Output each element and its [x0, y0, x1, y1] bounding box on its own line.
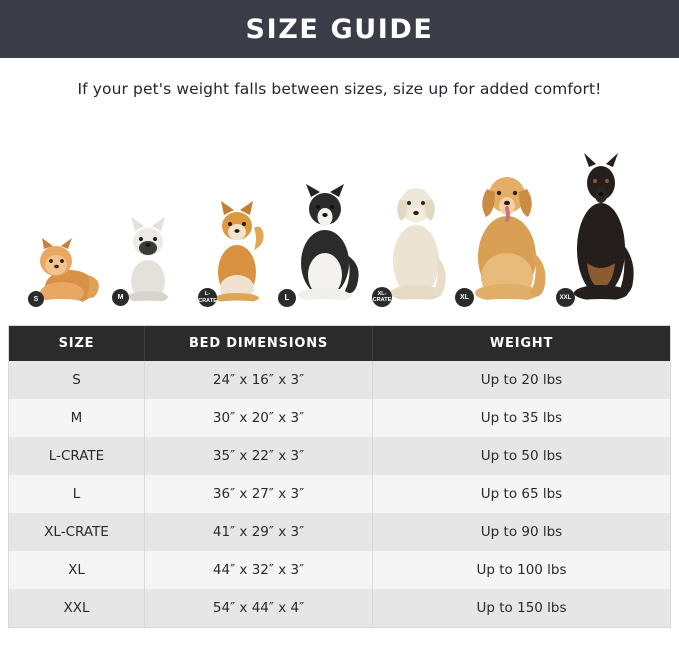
table-row: [9, 513, 670, 551]
dog-figure-doberman: [559, 153, 640, 305]
table-row: [9, 475, 670, 513]
cell-size: XL-CRATE: [9, 513, 145, 551]
dog-size-illustrations: [8, 120, 671, 315]
cell-size: XXL: [9, 589, 145, 627]
cell-size: L-CRATE: [9, 437, 145, 475]
dog-size-badge: L-CRATE: [198, 288, 217, 307]
golden-retriever-icon: [460, 165, 550, 305]
french-bulldog-icon: [118, 215, 178, 305]
dog-figure-golden-retriever: [460, 165, 550, 305]
cell-weight: Up to 35 lbs: [373, 399, 670, 437]
table-row: [9, 551, 670, 589]
size-chart-table-container: [8, 325, 671, 628]
column-header-bed-dimensions: BED DIMENSIONS: [145, 326, 373, 361]
cell-dimensions: 41″ x 29″ x 3″: [145, 513, 373, 551]
table-header: [9, 326, 670, 361]
subtitle-container: [0, 58, 679, 120]
cell-weight: Up to 50 lbs: [373, 437, 670, 475]
cell-dimensions: 35″ x 22″ x 3″: [145, 437, 373, 475]
table-header-row: [9, 326, 670, 361]
cell-weight: Up to 90 lbs: [373, 513, 670, 551]
dog-figure-french-bulldog: [118, 215, 178, 305]
column-header-weight: WEIGHT: [373, 326, 670, 361]
dog-figure-shiba-inu: [198, 200, 270, 305]
column-header-size: SIZE: [9, 326, 145, 361]
cell-size: M: [9, 399, 145, 437]
dog-figure-pomeranian: [32, 235, 106, 305]
page-header: [0, 0, 679, 58]
dog-size-badge: XL: [455, 288, 474, 307]
table-row: [9, 399, 670, 437]
labrador-icon: [372, 177, 452, 305]
table-row: [9, 589, 670, 627]
border-collie-icon: [284, 183, 365, 305]
cell-size: L: [9, 475, 145, 513]
size-chart-table: [9, 326, 670, 627]
cell-size: S: [9, 361, 145, 399]
cell-dimensions: 36″ x 27″ x 3″: [145, 475, 373, 513]
table-row: [9, 361, 670, 399]
dog-size-badge: XXL: [556, 288, 575, 307]
cell-dimensions: 44″ x 32″ x 3″: [145, 551, 373, 589]
page-title: SIZE GUIDE: [245, 13, 434, 45]
dog-figure-border-collie: [284, 183, 365, 305]
dog-size-badge: L: [278, 289, 296, 307]
cell-dimensions: 30″ x 20″ x 3″: [145, 399, 373, 437]
dog-size-badge: S: [28, 291, 44, 307]
shiba-inu-icon: [198, 200, 270, 305]
cell-dimensions: 54″ x 44″ x 4″: [145, 589, 373, 627]
cell-weight: Up to 100 lbs: [373, 551, 670, 589]
table-body: [9, 361, 670, 627]
cell-size: XL: [9, 551, 145, 589]
dog-size-badge: M: [112, 289, 129, 306]
dog-size-badge: XL-CRATE: [372, 287, 392, 307]
subtitle-text: If your pet's weight falls between sizes, size up for added comfort!: [77, 80, 602, 98]
pomeranian-icon: [32, 235, 106, 305]
cell-weight: Up to 20 lbs: [373, 361, 670, 399]
table-row: [9, 437, 670, 475]
cell-weight: Up to 150 lbs: [373, 589, 670, 627]
cell-dimensions: 24″ x 16″ x 3″: [145, 361, 373, 399]
cell-weight: Up to 65 lbs: [373, 475, 670, 513]
dog-figure-labrador: [372, 177, 452, 305]
doberman-icon: [559, 153, 640, 305]
